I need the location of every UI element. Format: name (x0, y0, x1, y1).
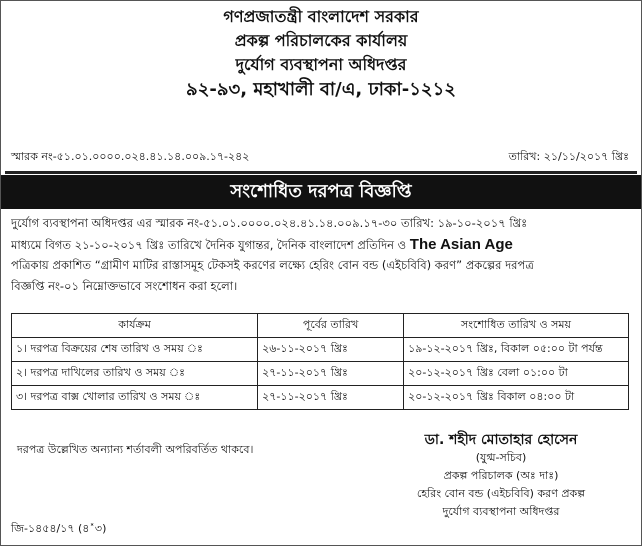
header-line-2: প্রকল্প পরিচালকের কার্যালয় (234, 31, 408, 50)
memo-number: স্মারক নং-৫১.০১.০০০০.০২৪.৪১.১৪.০০৯.১৭-২৪২ (11, 150, 250, 163)
body-line-4: বিজ্ঞপ্তি নং-০১ নিম্নোক্তভাবে সংশোধন করা হলো। (11, 279, 238, 293)
publication-ref-code: জি-১৪৫৪/১৭ (৪˟৩) (11, 522, 107, 535)
table-row (12, 338, 629, 362)
notice-body (11, 213, 631, 297)
body-line-2-text: মাধ্যমে বিগত ২১-১০-২০১৭ খ্রিঃ তারিখে দৈনিক যুগান্তর, দৈনিক বাংলাদেশ প্রতিদিন ও (11, 238, 410, 252)
body-line-2 (11, 234, 631, 255)
signatory-project: হেরিং বোন বন্ড (এইচবিবি) করণ প্রকল্প (416, 487, 586, 500)
header-address: ৯২-৯৩, মহাখালী বা/এ, ঢাকা-১২১২ (186, 79, 456, 100)
memo-date: তারিখ: ২১/১১/২০১৭ খ্রিঃ (508, 150, 629, 163)
cell-activity: ২। দরপত্র দাখিলের তারিখ ও সময় ঃ (12, 362, 258, 386)
cell-previous-date: ২৭-১১-২০১৭ খ্রিঃ (258, 362, 404, 386)
col-header-revised-date: সংশোধিত তারিখ ও সময় (404, 314, 629, 338)
unchanged-terms-note: দরপত্র উল্লেখিত অন্যান্য শর্তাবলী অপরিবর্তিত থাকবে। (17, 443, 254, 456)
cell-previous-date: ২৬-১১-২০১৭ খ্রিঃ (258, 338, 404, 362)
cell-revised-date: ১৯-১২-২০১৭ খ্রিঃ, বিকাল ০৫:০০ টা পর্যন্ত (404, 338, 629, 362)
cell-revised-date: ২০-১২-২০১৭ খ্রিঃ বেলা ০১:০০ টা (404, 362, 629, 386)
signature-block (366, 431, 636, 521)
col-header-activity: কার্যক্রম (12, 314, 258, 338)
signatory-name: ডা. শহীদ মোতাহার হোসেন (424, 432, 578, 448)
signatory-title: (যুগ্ম-সচিব) (475, 451, 527, 464)
table-row (12, 362, 629, 386)
header-line-3: দুর্যোগ ব্যবস্থাপনা অধিদপ্তর (235, 55, 407, 74)
cell-revised-date: ২০-১২-২০১৭ খ্রিঃ বিকাল ০৪:০০ টা (404, 386, 629, 410)
cell-previous-date: ২৭-১১-২০১৭ খ্রিঃ (258, 386, 404, 410)
table-header-row (12, 314, 629, 338)
cell-activity: ১। দরপত্র বিক্রয়ের শেষ তারিখ ও সময় ঃ (12, 338, 258, 362)
body-line-1: দুর্যোগ ব্যবস্থাপনা অধিদপ্তর এর স্মারক নং-৫১.০১.০০০০.০২৪.৪১.১৪.০০৯.১৭-৩০ তারিখ: ১৯-১০-২০১৭ খ্রিঃ (11, 216, 528, 230)
cell-activity: ৩। দরপত্র বাক্স খোলার তারিখ ও সময় ঃ (12, 386, 258, 410)
header-line-1: গণপ্রজাতন্ত্রী বাংলাদেশ সরকার (223, 7, 419, 26)
col-header-previous-date: পূর্বের তারিখ (258, 314, 404, 338)
divider (5, 171, 637, 174)
notice-title-banner (1, 175, 641, 209)
signatory-role: প্রকল্প পরিচালক (অঃ দাঃ) (443, 469, 559, 482)
schedule-table (11, 313, 629, 410)
body-line-3: পত্রিকায় প্রকাশিত “গ্রামীণ মাটির রাস্তাসমূহ টেকসই করণের লক্ষ্যে হেরিং বোন বন্ড (এইচবিবি) করণ” প্রকল্পের দরপত্র (11, 258, 534, 272)
table-row (12, 386, 629, 410)
notice-title: সংশোধিত দরপত্র বিজ্ঞপ্তি (230, 180, 412, 202)
newspaper-name: The Asian Age (409, 236, 513, 253)
signatory-org: দুর্যোগ ব্যবস্থাপনা অধিদপ্তর (442, 505, 560, 518)
